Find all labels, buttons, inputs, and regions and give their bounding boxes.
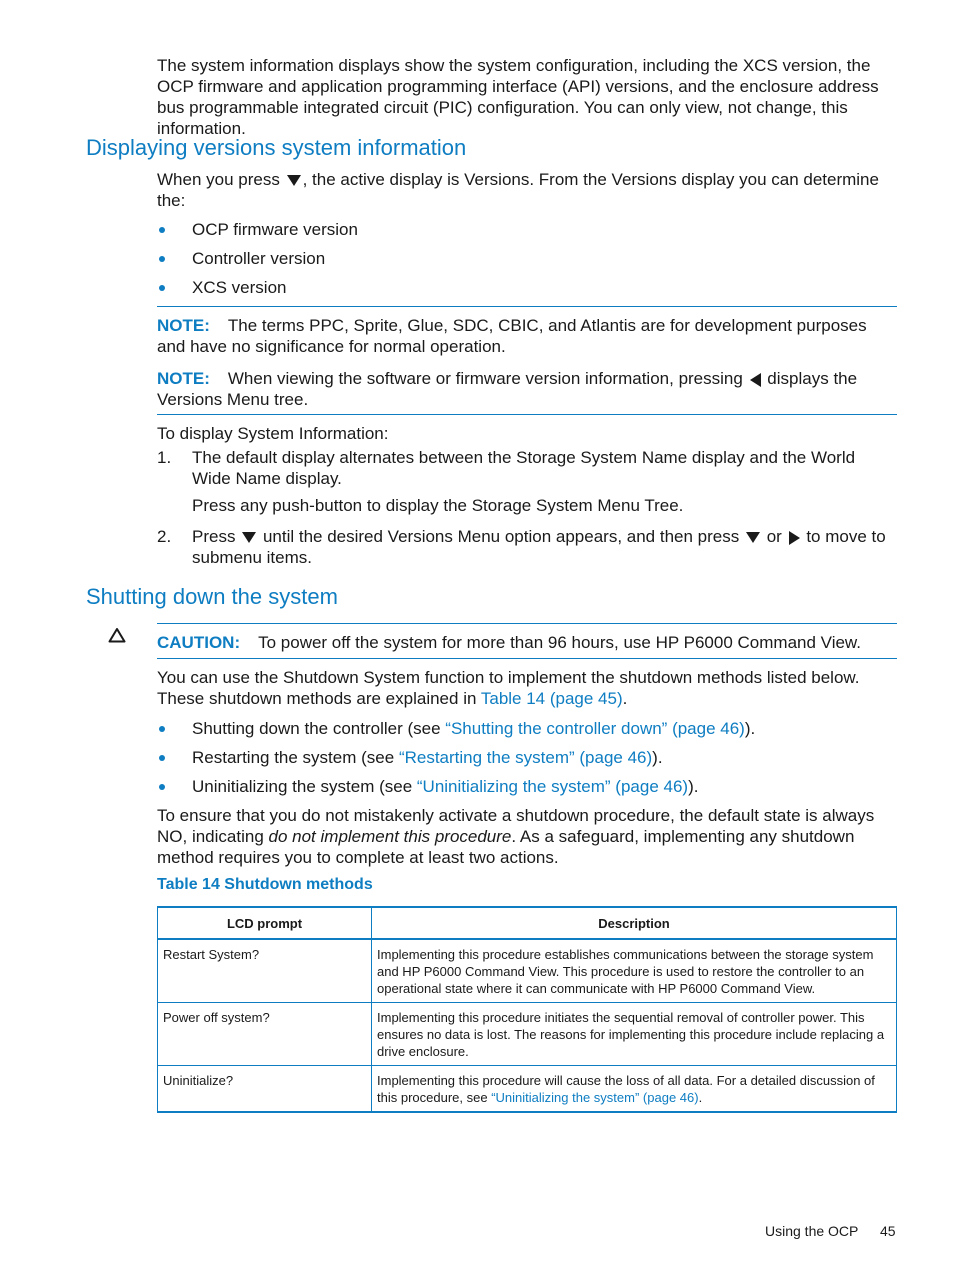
table-row (158, 939, 897, 1003)
paragraph-text: To ensure that you do not mistakenly activate a shutdown procedure, the default state is always NO, indicating (157, 806, 875, 846)
table-cell-description: Implementing this procedure establishes communications between the storage system and HP P6000 Command View. This procedure is used to restore the controller to an operational state where it can communicate with HP P6000 Command View. (372, 939, 897, 1003)
step-1-sub (157, 495, 897, 516)
list-item (157, 219, 897, 240)
step-text-part: until the desired Versions Menu option appears, and then press (262, 527, 740, 546)
safeguard-paragraph (157, 805, 897, 868)
step-2 (157, 526, 897, 568)
step-number: 2. (157, 527, 172, 546)
caution-text: To power off the system for more than 96 hours, use HP P6000 Command View. (258, 633, 861, 652)
note-label: NOTE: (157, 316, 210, 335)
list-item-text: Uninitializing the system (see (192, 777, 413, 796)
caution-bottom-divider (157, 658, 897, 659)
intro-paragraph: The system information displays show the system configuration, including the XCS version, the OCP firmware and application programming interface (API) versions, and the enclosure address bus programmable integrated circuit (PIC) configuration. You can only view, not change, this information. (157, 56, 879, 138)
note-1 (157, 315, 897, 357)
emphasis-text: do not implement this procedure (268, 827, 512, 846)
step-text-part: or (766, 527, 782, 546)
list-item (157, 718, 897, 739)
note-text-before: When viewing the software or firmware version information, pressing (227, 369, 743, 388)
note-bottom-divider (157, 414, 897, 415)
footer-page-number: 45 (880, 1223, 896, 1239)
column-header-lcd-prompt: LCD prompt (158, 907, 372, 939)
list-item-text: OCP firmware version (192, 220, 358, 239)
list-item-text: Controller version (192, 249, 326, 268)
table-cell-description (372, 1066, 897, 1113)
steps-intro: To display System Information: (157, 424, 389, 443)
footer-section-title: Using the OCP (765, 1223, 859, 1239)
paragraph-text: . (622, 689, 628, 708)
uninitializing-system-table-link[interactable]: “Uninitializing the system” (page 46) (491, 1090, 699, 1105)
down-arrow-button-icon (242, 532, 256, 543)
list-item (157, 747, 897, 768)
table-cell-prompt: Uninitialize? (158, 1066, 372, 1113)
list-item-text: Restarting the system (see (192, 748, 395, 767)
list-item-text: ). (744, 719, 756, 738)
shutdown-methods-table (157, 906, 897, 1113)
left-arrow-button-icon (750, 373, 761, 387)
list-item (157, 277, 897, 298)
bullet-icon (159, 726, 165, 732)
caution-label: CAUTION: (157, 633, 241, 652)
bullet-icon (159, 784, 165, 790)
list-item (157, 248, 897, 269)
versions-bullet-list (157, 219, 897, 298)
table-cell-prompt: Power off system? (158, 1003, 372, 1066)
table-row (158, 1003, 897, 1066)
list-item-text: XCS version (192, 278, 287, 297)
table-caption: Table 14 Shutdown methods (157, 876, 373, 893)
step-1 (157, 447, 897, 489)
table-cell-prompt: Restart System? (158, 939, 372, 1003)
bullet-icon (159, 285, 165, 291)
table-row (158, 1066, 897, 1113)
caution-top-divider (157, 623, 897, 624)
table-14-link[interactable]: Table 14 (page 45) (480, 689, 623, 708)
list-item-text: ). (688, 777, 699, 796)
list-item-text: ). (652, 748, 663, 767)
caution-box (157, 632, 897, 653)
note-2 (157, 368, 897, 410)
versions-intro-paragraph (157, 169, 897, 211)
section-heading-versions: Displaying versions system information (86, 135, 467, 160)
step-subtext: Press any push-button to display the Storage System Menu Tree. (192, 496, 684, 515)
shutdown-bullet-list (157, 718, 897, 797)
cell-text: Implementing this procedure will cause the loss of all data. For a detailed discussion of this procedure, see (377, 1073, 875, 1105)
note-text: The terms PPC, Sprite, Glue, SDC, CBIC, and Atlantis are for development purposes and have no significance for normal operation. (157, 316, 867, 356)
down-arrow-button-icon (287, 175, 301, 186)
bullet-icon (159, 227, 165, 233)
paragraph-text: . As a safeguard, implementing any shutdown method requires you to complete at least two actions. (157, 827, 855, 867)
list-item-text: Shutting down the controller (see (192, 719, 441, 738)
right-arrow-button-icon (789, 531, 800, 545)
step-number: 1. (157, 448, 172, 467)
down-arrow-button-icon (746, 532, 760, 543)
note-text-after: displays the Versions Menu tree. (157, 369, 858, 409)
caution-triangle-icon (108, 627, 126, 643)
restarting-system-link[interactable]: “Restarting the system” (page 46) (398, 748, 653, 767)
note-label: NOTE: (157, 369, 210, 388)
table-header-row (158, 907, 897, 939)
column-header-description: Description (372, 907, 897, 939)
bullet-icon (159, 755, 165, 761)
table-cell-description: Implementing this procedure initiates the sequential removal of controller power. This ensures no data is lost. The reasons for implementing this procedure include replacing a drive enclosure. (372, 1003, 897, 1066)
step-text (192, 526, 897, 568)
section-heading-shutdown: Shutting down the system (86, 584, 338, 609)
uninitializing-system-link[interactable]: “Uninitializing the system” (page 46) (416, 777, 689, 796)
list-item (157, 776, 897, 797)
step-text-part: Press (192, 527, 236, 546)
step-text: The default display alternates between the Storage System Name display and the World Wide Name display. (192, 448, 856, 488)
shutdown-intro-paragraph (157, 667, 897, 709)
versions-intro-before: When you press (157, 170, 280, 189)
step-text-part: to move to submenu items. (192, 527, 886, 567)
note-top-divider (157, 306, 897, 307)
cell-text: . (698, 1090, 703, 1105)
versions-intro-after: , the active display is Versions. From the Versions display you can determine the: (157, 170, 879, 210)
shutting-controller-down-link[interactable]: “Shutting the controller down” (page 46) (445, 719, 745, 738)
paragraph-text: You can use the Shutdown System function to implement the shutdown methods listed below. These shutdown methods are explained in (157, 668, 860, 708)
bullet-icon (159, 256, 165, 262)
